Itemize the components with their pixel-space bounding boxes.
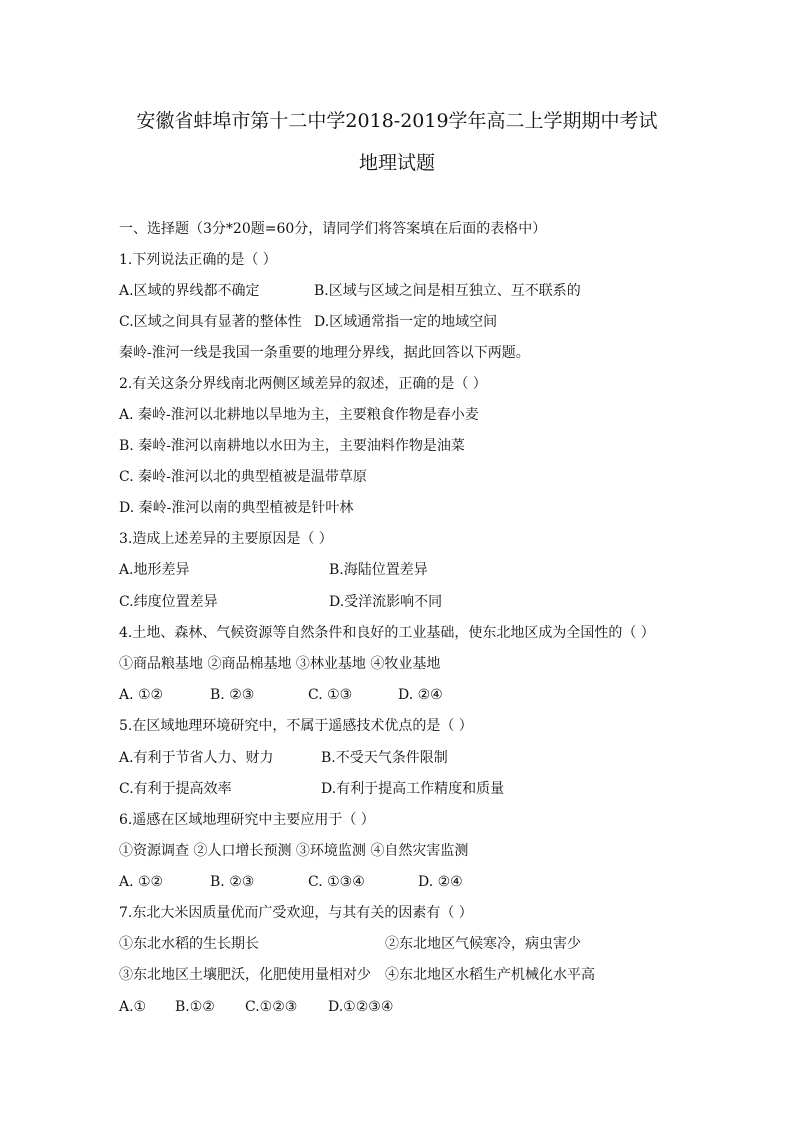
q2-option-a: A. 秦岭-淮河以北耕地以旱地为主，主要粮食作物是春小麦 [119, 407, 479, 423]
q5-option-a: A.有利于节省人力、财力 [119, 750, 274, 766]
q2-option-b: B. 秦岭-淮河以南耕地以水田为主，主要油料作物是油菜 [119, 438, 465, 454]
q6-items: ①资源调查 ②人口增长预测 ③环境监测 ④自然灾害监测 [119, 843, 469, 859]
section-heading: 一、选择题（3分*20题=60分，请同学们将答案填在后面的表格中） [119, 221, 547, 237]
q7-option-a: A.① [119, 999, 147, 1015]
q6-option-a: A. ①② [119, 874, 164, 890]
q7-item-2: ②东北地区气候寒冷，病虫害少 [385, 936, 581, 952]
q4-stem: 4.土地、森林、气候资源等自然条件和良好的工业基础，使东北地区成为全国性的（ ） [119, 625, 655, 641]
q2-option-d: D. 秦岭-淮河以南的典型植被是针叶林 [119, 500, 354, 516]
q7-item-3: ③东北地区土壤肥沃，化肥使用量相对少 [119, 967, 371, 983]
q2-stem: 2.有关这条分界线南北两侧区域差异的叙述，正确的是（ ） [119, 376, 487, 392]
q7-option-d: D.①②③④ [328, 999, 394, 1015]
q3-option-c: C.纬度位置差异 [119, 594, 218, 610]
q1-option-b: B.区域与区域之间是相互独立、互不联系的 [314, 283, 581, 299]
q4-option-b: B. ②③ [210, 687, 255, 703]
q6-option-c: C. ①③④ [308, 874, 365, 890]
q3-option-b: B.海陆位置差异 [329, 562, 428, 578]
q6-option-d: D. ②④ [418, 874, 463, 890]
q7-stem: 7.东北大米因质量优而广受欢迎，与其有关的因素有（ ） [119, 905, 473, 921]
q5-option-c: C.有利于提高效率 [119, 781, 232, 797]
q4-items: ①商品粮基地 ②商品棉基地 ③林业基地 ④牧业基地 [119, 656, 441, 672]
q5-option-d: D.有利于提高工作精度和质量 [321, 781, 505, 797]
q1-option-c: C.区域之间具有显著的整体性 [119, 314, 302, 330]
q4-option-d: D. ②④ [398, 687, 443, 703]
q7-option-b: B.①② [175, 999, 215, 1015]
q1-stem: 1.下列说法正确的是（ ） [119, 252, 277, 268]
q5-option-b: B.不受天气条件限制 [321, 750, 448, 766]
q3-option-a: A.地形差异 [119, 562, 190, 578]
q4-option-a: A. ①② [119, 687, 164, 703]
q7-option-c: C.①②③ [245, 999, 298, 1015]
q5-stem: 5.在区域地理环境研究中，不属于遥感技术优点的是（ ） [119, 718, 473, 734]
q2-option-c: C. 秦岭-淮河以北的典型植被是温带草原 [119, 469, 367, 485]
exam-title: 安徽省蚌埠市第十二中学2018-2019学年高二上学期期中考试 [136, 110, 658, 132]
q3-stem: 3.造成上述差异的主要原因是（ ） [119, 531, 333, 547]
q1-option-d: D.区域通常指一定的地域空间 [314, 314, 498, 330]
passage-intro: 秦岭-淮河一线是我国一条重要的地理分界线，据此回答以下两题。 [119, 345, 530, 361]
q1-option-a: A.区域的界线都不确定 [119, 283, 260, 299]
q7-item-4: ④东北地区水稻生产机械化水平高 [385, 967, 595, 983]
q6-stem: 6.遥感在区域地理研究中主要应用于（ ） [119, 812, 375, 828]
q6-option-b: B. ②③ [210, 874, 255, 890]
q4-option-c: C. ①③ [308, 687, 353, 703]
exam-subtitle: 地理试题 [358, 152, 435, 174]
q3-option-d: D.受洋流影响不同 [329, 594, 443, 610]
q7-item-1: ①东北水稻的生长期长 [119, 936, 259, 952]
